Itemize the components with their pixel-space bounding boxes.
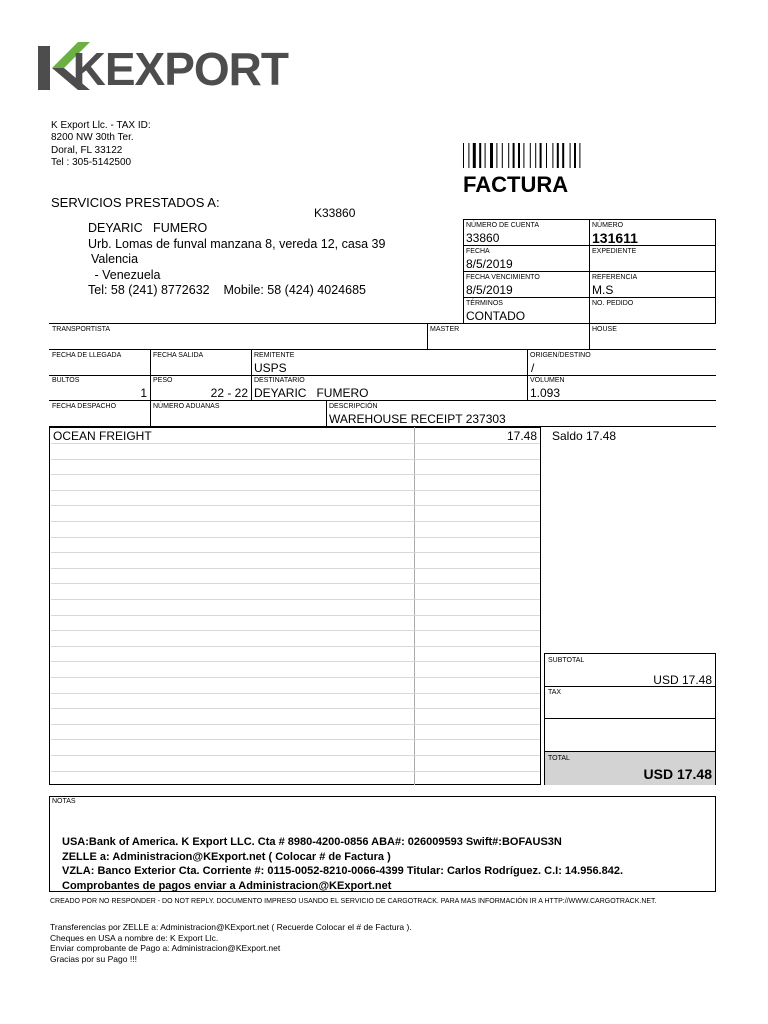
barcode-bar	[579, 143, 580, 168]
recipient-label: DESTINATARIO	[254, 377, 305, 384]
notes-line: ZELLE a: Administracion@KExport.net ( Colocar # de Factura )	[62, 850, 391, 863]
terms-label: TÉRMINOS	[466, 300, 503, 307]
total-value: USD 17.48	[643, 766, 712, 782]
barcode	[463, 143, 606, 168]
footer-line: Transferencias por ZELLE a: Administracion@KExport.net ( Recuerde Colocar el # de Factura ).	[50, 922, 412, 932]
notes-line: VZLA: Banco Exterior Cta. Corriente #: 0115-0052-8210-0066-4399 Titular: Carlos Rodríguez. C.I: 14.956.842.	[62, 865, 624, 877]
total-label: TOTAL	[548, 755, 570, 762]
account-value: 33860	[466, 231, 500, 245]
barcode-bar	[530, 143, 531, 168]
client-address: Urb. Lomas de funval manzana 8, vereda 12, casa 39	[88, 236, 386, 251]
packages-value: 1	[140, 386, 147, 400]
customs-number-label: NÚMERO ADUANAS	[153, 403, 220, 410]
grid-line	[51, 677, 540, 678]
company-info	[51, 120, 151, 169]
origin-label: ORIGEN/DESTINO	[530, 352, 591, 359]
grid-line	[51, 443, 540, 444]
grid-line	[51, 521, 540, 522]
recipient-value: DEYARIC FUMERO	[254, 386, 369, 400]
reference-label: REFERENCIA	[592, 274, 638, 281]
departure-date-label: FECHA SALIDA	[153, 352, 204, 359]
grid-line	[51, 615, 540, 616]
notes-line: USA:Bank of America. K Export LLC. Cta # 8980-4200-0856 ABA#: 026009593 Swift#:BOFAUS3N	[62, 836, 562, 848]
grid-line	[51, 708, 540, 709]
barcode-graphic	[463, 143, 606, 168]
barcode-bar	[496, 143, 497, 168]
order-label: NO. PEDIDO	[592, 300, 634, 307]
barcode-bar	[518, 143, 520, 168]
description-label: DESCRIPCIÓN	[329, 403, 378, 410]
weight-label: PESO	[153, 377, 173, 384]
barcode-bar	[485, 143, 486, 168]
packages-label: BULTOS	[52, 377, 80, 384]
company-line: 8200 NW 30th Ter.	[51, 132, 134, 144]
company-line: Tel : 305-5142500	[51, 156, 132, 168]
document-title: FACTURA	[463, 172, 569, 197]
company-logo	[38, 42, 288, 94]
client-block	[88, 221, 385, 299]
barcode-bar	[557, 143, 559, 168]
grid-line	[51, 490, 540, 491]
number-label: NÚMERO	[592, 222, 624, 229]
date-value: 8/5/2019	[466, 257, 513, 271]
barcode-bar	[535, 143, 536, 168]
file-label: EXPEDIENTE	[592, 248, 637, 255]
master-label: MASTER	[430, 326, 460, 333]
barcode-bar	[513, 143, 515, 168]
barcode-bar	[523, 143, 524, 168]
grid-line	[51, 771, 540, 772]
barcode-bar	[473, 143, 476, 168]
origin-value: /	[531, 361, 535, 375]
reference-value: M.S	[592, 283, 614, 297]
client-phones: Tel: 58 (241) 8772632 Mobile: 58 (424) 4024685	[88, 283, 366, 297]
barcode-bar	[574, 143, 576, 168]
due-date-value: 8/5/2019	[466, 283, 513, 297]
client-city: Valencia	[91, 252, 139, 266]
company-line: K Export Llc. - TAX ID:	[51, 120, 151, 131]
balance-text: Saldo 17.48	[552, 429, 617, 443]
barcode-bar	[562, 143, 564, 168]
sender-label: REMITENTE	[254, 352, 295, 359]
barcode-bar	[468, 143, 469, 168]
barcode-bar	[479, 143, 481, 168]
grid-line	[51, 755, 540, 756]
due-date-label: FECHA VENCIMIENTO	[466, 274, 540, 281]
grid-line	[51, 583, 540, 584]
barcode-bar	[546, 143, 547, 168]
volume-value: 1.093	[530, 386, 561, 400]
grid-line	[51, 505, 540, 506]
barcode-bar	[508, 143, 509, 168]
arrival-date-label: FECHA DE LLEGADA	[52, 352, 122, 359]
volume-label: VOLUMEN	[530, 377, 565, 384]
subtotal-label: SUBTOTAL	[548, 657, 585, 664]
barcode-bar	[463, 143, 464, 168]
client-heading: SERVICIOS PRESTADOS A:	[51, 195, 220, 210]
grid-line	[51, 661, 540, 662]
footer-line: Enviar comprobante de Pago a: Administracion@KExport.net	[50, 943, 281, 953]
grid-line	[51, 693, 540, 694]
footer-line: Gracias por su Pago !!!	[50, 953, 137, 964]
client-code: K33860	[314, 206, 356, 220]
logo-text: KEXPORT	[72, 43, 288, 95]
footer-notes	[50, 922, 412, 964]
tax-label: TAX	[548, 689, 562, 696]
grid-line	[51, 599, 540, 600]
description-value: WAREHOUSE RECEIPT 237303	[329, 412, 506, 426]
sender-value: USPS	[254, 361, 287, 375]
grid-line	[51, 630, 540, 631]
barcode-bar	[570, 143, 571, 168]
notes-line: Comprobantes de pagos enviar a Administracion@KExport.net	[62, 879, 392, 892]
footer-line: Cheques en USA a nombre de: K Export Llc.	[50, 932, 219, 943]
account-label: NÚMERO DE CUENTA	[466, 222, 539, 229]
client-name: DEYARIC FUMERO	[88, 221, 208, 235]
terms-value: CONTADO	[466, 309, 526, 323]
grid-line	[51, 739, 540, 740]
invoice-number: 131611	[592, 230, 638, 246]
notes-label: NOTAS	[52, 798, 76, 805]
company-line: Doral, FL 33122	[51, 144, 123, 156]
item-amount: 17.48	[506, 429, 537, 443]
grid-line	[51, 724, 540, 725]
date-label: FECHA	[466, 248, 490, 255]
grid-line	[51, 568, 540, 569]
house-label: HOUSE	[592, 326, 617, 333]
grid-line	[51, 474, 540, 475]
subtotal-value: USD 17.48	[653, 673, 712, 687]
footer-credit: CREADO POR NO RESPONDER - DO NOT REPLY. DOCUMENTO IMPRESO USANDO EL SERVICIO DE CARGOTRACK. PARA MAS INFORMACIÓN IR A HTTP://WWW.CARGOTRACK.NET.	[50, 898, 657, 905]
barcode-bar	[490, 143, 493, 168]
grid-line	[51, 646, 540, 647]
grid-line	[51, 552, 540, 553]
barcode-bar	[502, 143, 503, 168]
carrier-label: TRANSPORTISTA	[52, 326, 111, 333]
client-country: - Venezuela	[91, 267, 161, 282]
dispatch-date-label: FECHA DESPACHO	[52, 403, 117, 410]
item-description: OCEAN FREIGHT	[53, 429, 152, 443]
notes-content	[62, 835, 623, 893]
barcode-bar	[552, 143, 553, 168]
grid-line	[51, 537, 540, 538]
items-table	[49, 427, 541, 785]
grid-line	[51, 459, 540, 460]
weight-value: 22 - 22	[210, 386, 248, 400]
barcode-bar	[540, 143, 542, 168]
